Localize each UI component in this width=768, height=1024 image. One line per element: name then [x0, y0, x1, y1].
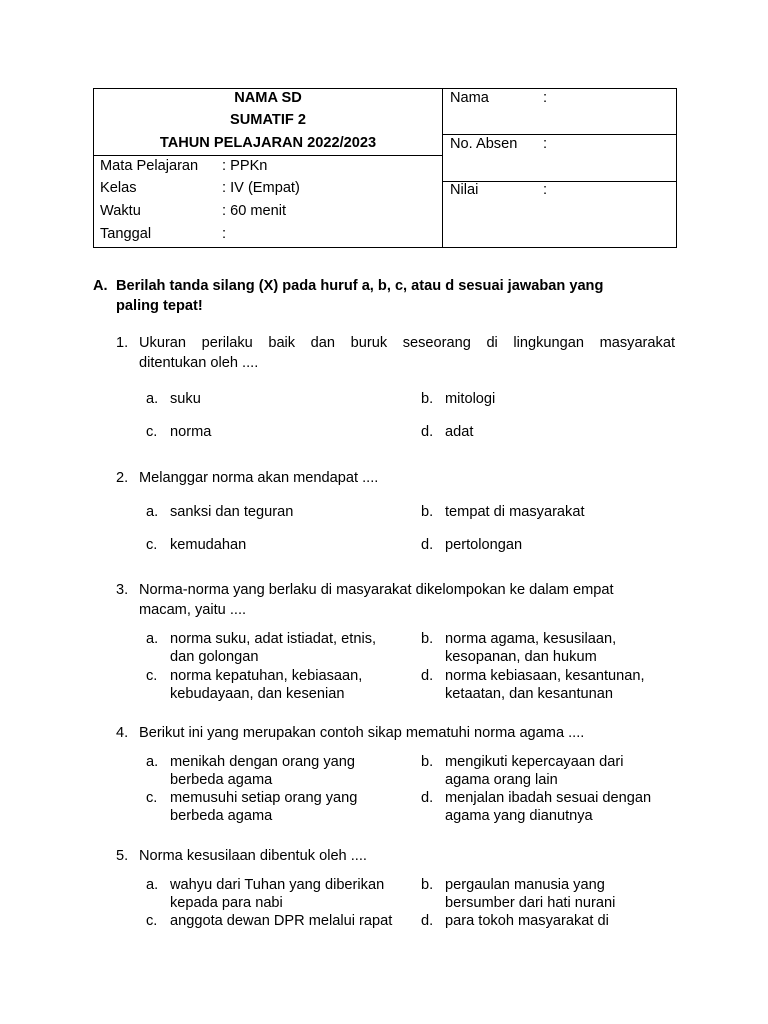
field-colon: :: [543, 136, 548, 152]
option-letter: c.: [146, 668, 158, 684]
field-label: No. Absen: [450, 136, 518, 152]
exam-title: SUMATIF 2: [230, 112, 306, 128]
info-label: Mata Pelajaran: [100, 158, 199, 174]
info-label: Kelas: [100, 180, 137, 196]
question-stem-line-1: Melanggar norma akan mendapat ....: [139, 470, 379, 486]
question-number: 1.: [116, 335, 129, 351]
option-text-line-1: norma agama, kesusilaan,: [445, 631, 617, 647]
option-letter: c.: [146, 537, 158, 553]
option-text: sanksi dan teguran: [170, 504, 294, 520]
option-letter: b.: [421, 391, 434, 407]
info-value: :: [222, 226, 227, 242]
option-letter: d.: [421, 668, 434, 684]
option-text-line-1: menjalan ibadah sesuai dengan: [445, 790, 652, 806]
option-text-line-2: berbeda agama: [170, 808, 273, 824]
header-table: [93, 88, 677, 248]
option-text-line-2: kepada para nabi: [170, 895, 283, 911]
info-label: Tanggal: [100, 226, 152, 242]
header-divider-left: [94, 155, 442, 156]
option-letter: b.: [421, 504, 434, 520]
option-text: tempat di masyarakat: [445, 504, 585, 520]
question-number: 2.: [116, 470, 129, 486]
option-text: mitologi: [445, 391, 496, 407]
option-letter: b.: [421, 631, 434, 647]
option-text: norma: [170, 424, 212, 440]
option-letter: d.: [421, 913, 434, 929]
option-letter: d.: [421, 537, 434, 553]
option-letter: b.: [421, 877, 434, 893]
question-stem-line-1: Norma kesusilaan dibentuk oleh ....: [139, 848, 367, 864]
option-letter: a.: [146, 754, 159, 770]
option-text-line-1: memusuhi setiap orang yang: [170, 790, 358, 806]
question-number: 4.: [116, 725, 129, 741]
option-letter: a.: [146, 877, 159, 893]
info-value: : IV (Empat): [222, 180, 300, 196]
option-text-line-2: kesopanan, dan hukum: [445, 649, 597, 665]
option-text-line-1: norma kebiasaan, kesantunan,: [445, 668, 645, 684]
option-text-line-1: anggota dewan DPR melalui rapat: [170, 913, 393, 929]
instruction-line-1: Berilah tanda silang (X) pada huruf a, b, c, atau d sesuai jawaban yang: [116, 278, 604, 294]
option-letter: d.: [421, 790, 434, 806]
academic-year: TAHUN PELAJARAN 2022/2023: [159, 135, 377, 151]
option-text-line-2: agama yang dianutnya: [445, 808, 593, 824]
option-letter: a.: [146, 631, 159, 647]
question-stem-line-2: ditentukan oleh ....: [139, 355, 259, 371]
option-text-line-2: agama orang lain: [445, 772, 558, 788]
option-text-line-1: norma suku, adat istiadat, etnis,: [170, 631, 377, 647]
question-number: 3.: [116, 582, 129, 598]
info-value: : 60 menit: [222, 203, 287, 219]
option-text: adat: [445, 424, 474, 440]
option-text: pertolongan: [445, 537, 523, 553]
section-letter: A.: [93, 278, 108, 294]
field-name[interactable]: [450, 89, 548, 107]
field-colon: :: [543, 182, 548, 198]
question-stem-line-2: macam, yaitu ....: [139, 602, 247, 618]
option-text-line-1: norma kepatuhan, kebiasaan,: [170, 668, 363, 684]
school-name: NAMA SD: [234, 90, 302, 106]
field-colon: :: [543, 90, 548, 106]
option-text-line-2: berbeda agama: [170, 772, 273, 788]
option-text-line-1: mengikuti kepercayaan dari: [445, 754, 624, 770]
option-letter: b.: [421, 754, 434, 770]
option-text-line-1: para tokoh masyarakat di: [445, 913, 609, 929]
info-value: : PPKn: [222, 158, 268, 174]
option-letter: d.: [421, 424, 434, 440]
option-text: suku: [170, 391, 201, 407]
option-text-line-2: dan golongan: [170, 649, 259, 665]
field-label: Nama: [450, 90, 489, 106]
option-text-line-2: ketaatan, dan kesantunan: [445, 686, 613, 702]
option-text-line-2: bersumber dari hati nurani: [445, 895, 616, 911]
option-letter: a.: [146, 391, 159, 407]
option-text-line-2: kebudayaan, dan kesenian: [170, 686, 345, 702]
option-letter: a.: [146, 504, 159, 520]
option-text-line-1: pergaulan manusia yang: [445, 877, 605, 893]
option-text: kemudahan: [170, 537, 247, 553]
question-stem-line-1: Ukuran perilaku baik dan buruk seseorang di lingkungan masyarakat: [139, 335, 675, 351]
instruction-line-2: paling tepat!: [116, 298, 203, 314]
field-absence-number[interactable]: [450, 135, 548, 153]
option-text-line-1: wahyu dari Tuhan yang diberikan: [170, 877, 385, 893]
option-letter: c.: [146, 790, 158, 806]
field-score[interactable]: [450, 181, 548, 199]
option-text-line-1: menikah dengan orang yang: [170, 754, 355, 770]
question-stem-line-1: Berikut ini yang merupakan contoh sikap mematuhi norma agama ....: [139, 725, 585, 741]
header-divider-vertical: [442, 89, 443, 247]
option-letter: c.: [146, 424, 158, 440]
option-letter: c.: [146, 913, 158, 929]
info-label: Waktu: [100, 203, 141, 219]
field-label: Nilai: [450, 182, 479, 198]
question-stem-line-1: Norma-norma yang berlaku di masyarakat dikelompokan ke dalam empat: [139, 582, 614, 598]
question-number: 5.: [116, 848, 129, 864]
